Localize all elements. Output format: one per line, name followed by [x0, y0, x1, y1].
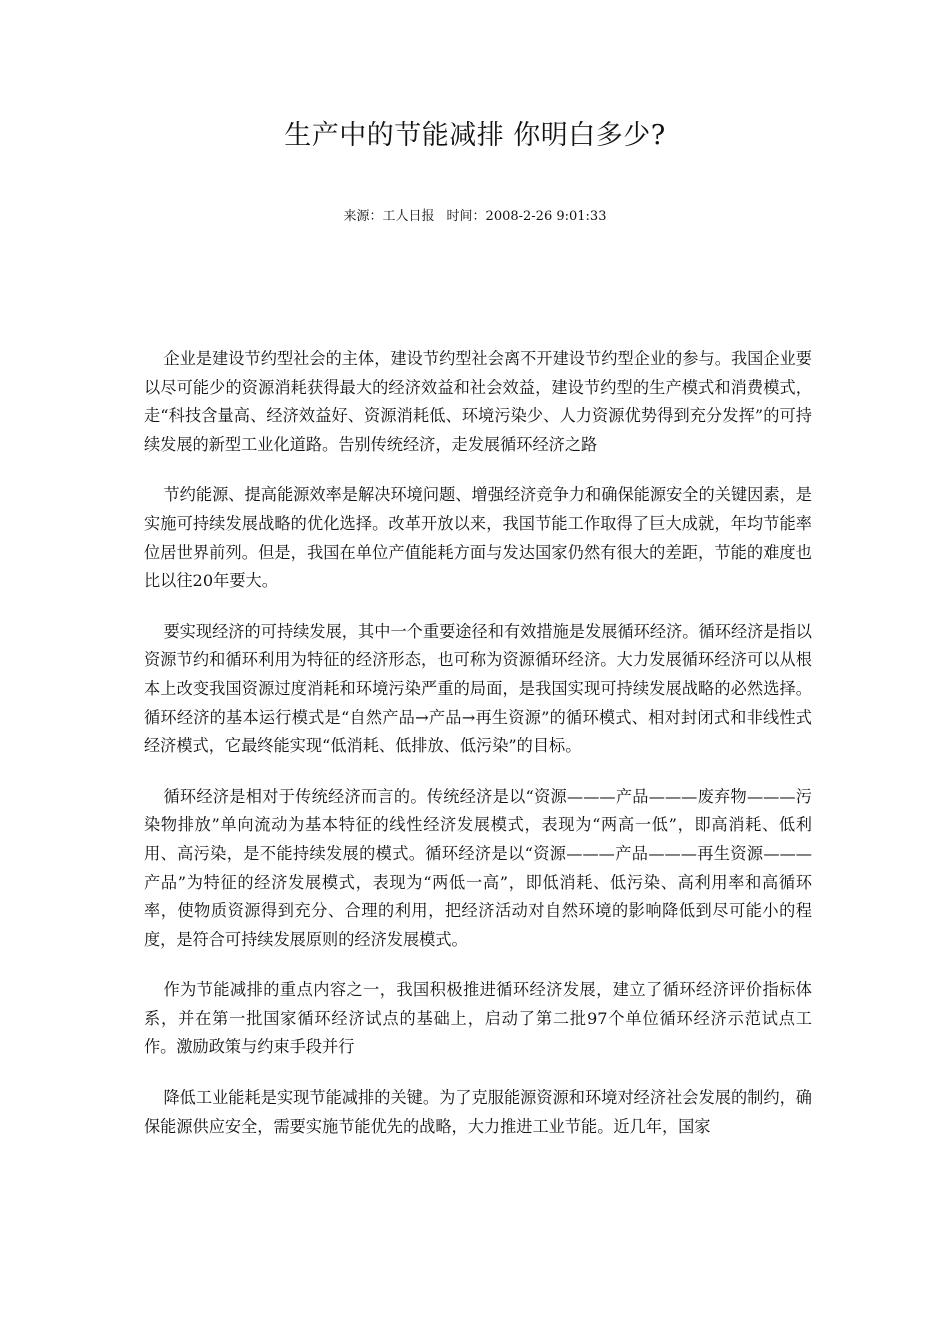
article-body — [144, 345, 812, 1163]
paragraph: 节约能源、提高能源效率是解决环境问题、增强经济竞争力和确保能源安全的关键因素，是实施可持续发展战略的优化选择。改革开放以来，我国节能工作取得了巨大成就，年均节能率位居世界前列。但是，我国在单位产值能耗方面与发达国家仍然有很大的差距，节能的难度也比以往20年要大。 — [144, 485, 812, 591]
paragraph: 要实现经济的可持续发展，其中一个重要途径和有效措施是发展循环经济。循环经济是指以资源节约和循环利用为特征的经济形态，也可称为资源循环经济。大力发展循环经济可以从根本上改变我国资源过度消耗和环境污染严重的局面，是我国实现可持续发展战略的必然选择。循环经济的基本运行模式是“自然产品→产品→再生资源”的循环模式、相对封闭式和非线性式经济模式，它最终能实现“低消耗、低排放、低污染”的目标。 — [144, 621, 812, 756]
time-label: 时间： — [446, 209, 486, 224]
paragraph: 降低工业能耗是实现节能减排的关键。为了克服能源资源和环境对经济社会发展的制约，确保能源供应安全，需要实施节能优先的战略，大力推进工业节能。近几年，国家 — [144, 1088, 812, 1136]
source-value: 工人日报 — [382, 209, 435, 224]
article-title: 生产中的节能减排 你明白多少? — [284, 120, 666, 151]
paragraph: 作为节能减排的重点内容之一，我国积极推进循环经济发展，建立了循环经济评价指标体系，并在第一批国家循环经济试点的基础上，启动了第二批97个单位循环经济示范试点工作。激励政策与约束手段并行 — [144, 980, 812, 1057]
source-label: 来源： — [343, 209, 383, 224]
article-meta — [0, 207, 950, 227]
time-value: 2008-2-26 9:01:33 — [485, 209, 607, 224]
paragraph: 企业是建设节约型社会的主体，建设节约型社会离不开建设节约型企业的参与。我国企业要以尽可能少的资源消耗获得最大的经济效益和社会效益，建设节约型的生产模式和消费模式，走“科技含量高、经济效益好、资源消耗低、环境污染少、人力资源优势得到充分发挥”的可持续发展的新型工业化道路。告别传统经济，走发展循环经济之路 — [144, 349, 812, 454]
paragraph: 循环经济是相对于传统经济而言的。传统经济是以“资源———产品———废弃物———污染物排放”单向流动为基本特征的线性经济发展模式，表现为“两高一低”，即高消耗、低利用、高污染，是不能持续发展的模式。循环经济是以“资源———产品———再生资源———产品”为特征的经济发展模式，表现为“两低一高”，即低消耗、低污染、高利用率和高循环率，使物质资源得到充分、合理的利用，把经济活动对自然环境的影响降低到尽可能小的程度，是符合可持续发展原则的经济发展模式。 — [144, 786, 812, 949]
